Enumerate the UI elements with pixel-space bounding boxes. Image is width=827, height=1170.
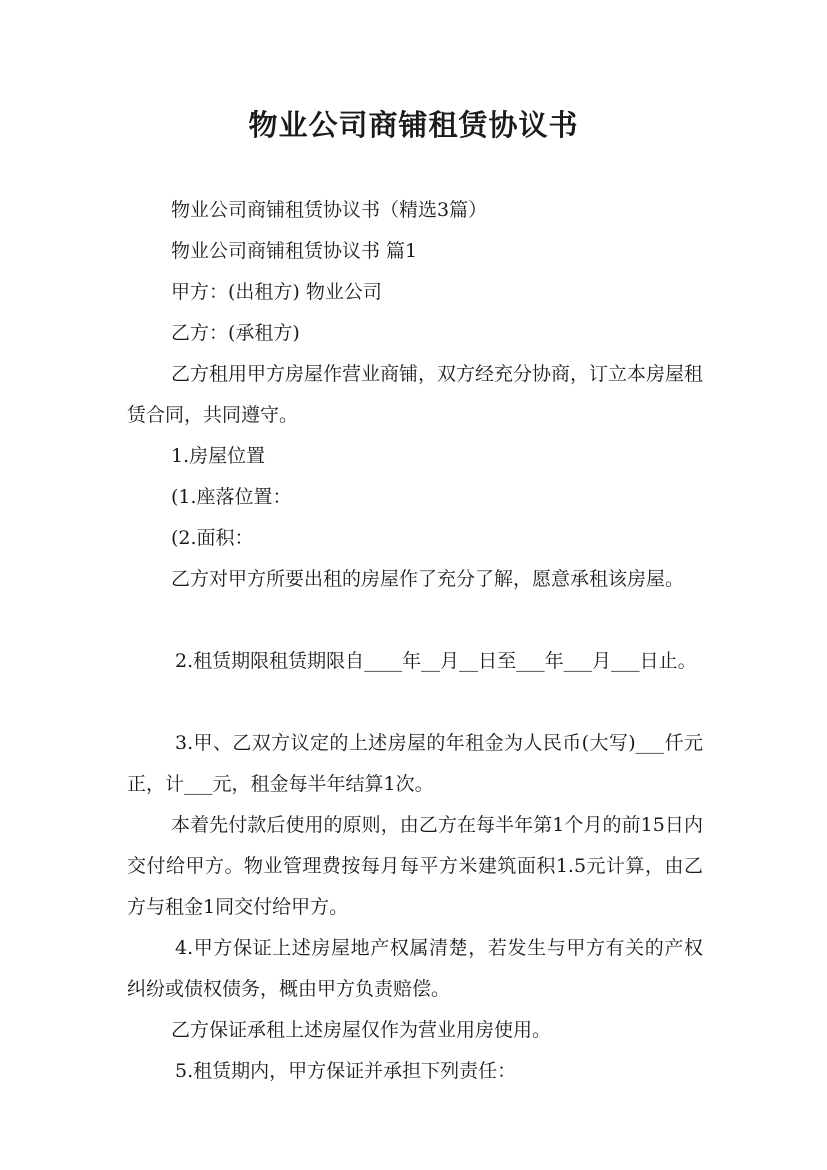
paragraph-party-b: 乙方：(承租方) xyxy=(171,322,300,344)
paragraph-usage: 乙方保证承租上述房屋仅作为营业用房使用。 xyxy=(171,1019,552,1041)
paragraph-clause-5: 5.租赁期内，甲方保证并承担下列责任： xyxy=(175,1060,517,1082)
paragraph-subtitle: 物业公司商铺租赁协议书（精选3篇） xyxy=(171,199,488,221)
paragraph-party-a: 甲方：(出租方) 物业公司 xyxy=(171,281,382,303)
paragraph-clause-1: 1.房屋位置 xyxy=(171,445,266,467)
paragraph-understanding: 乙方对甲方所要出租的房屋作了充分了解，愿意承租该房屋。 xyxy=(171,568,685,590)
paragraph-area: (2.面积： xyxy=(171,527,254,549)
paragraph-clause-4: 4.甲方保证上述房屋地产权属清楚，若发生与甲方有关的产权纠纷或债权债务，概由甲方负责赔偿。 xyxy=(127,937,703,1000)
paragraph-article-heading: 物业公司商铺租赁协议书 篇1 xyxy=(171,240,418,262)
document-title: 物业公司商铺租赁协议书 xyxy=(248,108,579,142)
paragraph-clause-3: 3.甲、乙双方议定的上述房屋的年租金为人民币(大写)___仟元正，计___元，租金每半年结算1次。 xyxy=(127,732,703,795)
paragraph-clause-2: 2.租赁期限租赁期限自____年__月__日至___年___月___日止。 xyxy=(175,650,697,672)
paragraph-intro: 乙方租用甲方房屋作营业商铺，双方经充分协商，订立本房屋租赁合同，共同遵守。 xyxy=(127,363,704,426)
paragraph-location: (1.座落位置： xyxy=(171,486,292,508)
paragraph-payment: 本着先付款后使用的原则，由乙方在每半年第1个月的前15日内交付给甲方。物业管理费按每月每平方米建筑面积1.5元计算，由乙方与租金1同交付给甲方。 xyxy=(127,814,703,918)
